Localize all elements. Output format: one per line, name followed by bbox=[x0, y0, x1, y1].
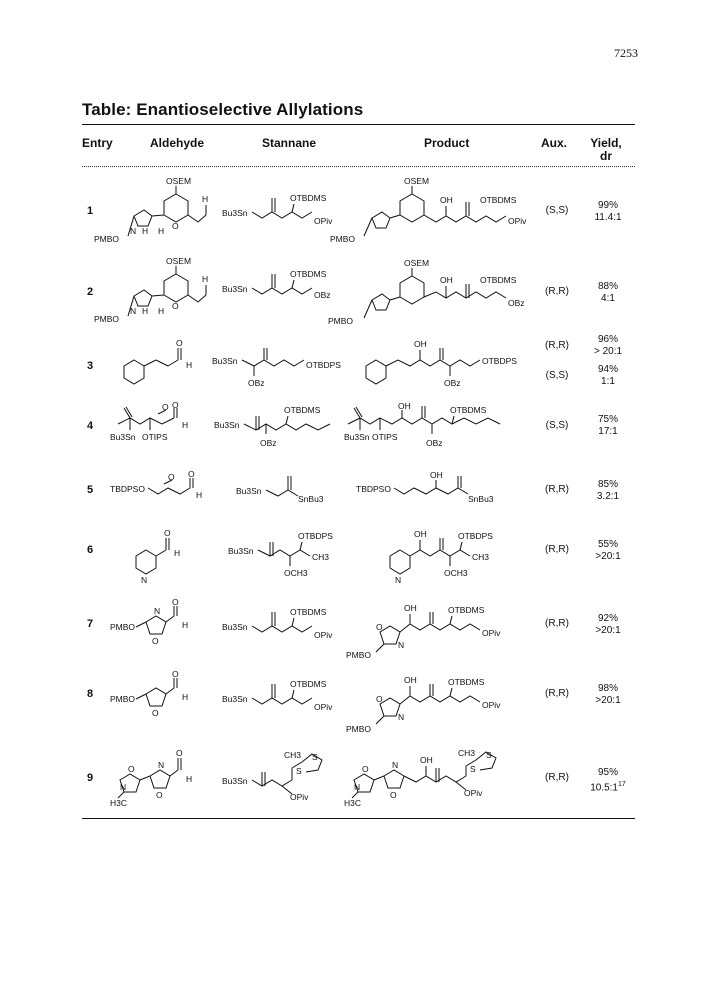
product-structure bbox=[346, 672, 536, 736]
struct-label: O bbox=[172, 669, 179, 679]
struct-label: H bbox=[182, 620, 189, 630]
struct-label: SnBu3 bbox=[468, 494, 494, 504]
header-yield-line2: dr bbox=[600, 149, 612, 163]
struct-label: Bu3Sn bbox=[222, 694, 248, 704]
struct-label: O bbox=[376, 694, 383, 704]
struct-label: H bbox=[196, 490, 203, 500]
header-aldehyde: Aldehyde bbox=[150, 136, 205, 150]
struct-label: H bbox=[158, 306, 165, 316]
table-row bbox=[0, 669, 720, 736]
stannane-structure bbox=[222, 672, 342, 732]
aldehyde-structure bbox=[130, 528, 200, 584]
entry-number: 4 bbox=[87, 420, 94, 432]
struct-label: OH bbox=[440, 275, 453, 285]
yield-cell bbox=[580, 613, 636, 637]
dr-value: 4:1 bbox=[601, 293, 615, 304]
yield-value: 99% bbox=[597, 200, 618, 211]
struct-label: OSEM bbox=[166, 176, 192, 186]
struct-label: OH bbox=[420, 755, 433, 765]
struct-label: OTBDMS bbox=[290, 193, 327, 203]
struct-label: OTBDMS bbox=[448, 605, 485, 615]
struct-label: Bu3Sn bbox=[222, 208, 248, 218]
struct-label: H bbox=[202, 194, 209, 204]
table-row bbox=[0, 597, 720, 662]
table-row bbox=[0, 744, 720, 810]
struct-label: OTBDPS bbox=[306, 360, 341, 370]
struct-label: OSEM bbox=[404, 258, 430, 268]
auxiliary: (S,S) bbox=[545, 205, 569, 216]
table-row bbox=[0, 528, 720, 584]
struct-label: Bu3Sn bbox=[344, 432, 370, 442]
entry-number: 2 bbox=[87, 286, 94, 298]
struct-label: OBz bbox=[314, 290, 331, 300]
entry-number: 9 bbox=[87, 772, 94, 784]
struct-label: OPiv bbox=[508, 216, 527, 226]
struct-label: OTBDMS bbox=[450, 405, 487, 415]
table-top-rule bbox=[82, 124, 635, 125]
table-row bbox=[0, 336, 720, 398]
struct-label: TBDPSO bbox=[356, 484, 391, 494]
entry-number: 3 bbox=[87, 360, 94, 372]
struct-label: OPiv bbox=[482, 700, 501, 710]
dr-number: 10.5:1 bbox=[590, 782, 618, 794]
stannane-structure bbox=[222, 252, 342, 324]
struct-label: PMBO bbox=[94, 234, 120, 244]
entry-number: 7 bbox=[87, 618, 94, 630]
auxiliary: (R,R) bbox=[545, 772, 569, 783]
struct-label: N bbox=[398, 640, 405, 650]
struct-label: Bu3Sn bbox=[222, 776, 248, 786]
auxiliary: (R,R) bbox=[545, 544, 569, 555]
struct-label: Bu3Sn bbox=[212, 356, 238, 366]
dr-value: > 20:1 bbox=[593, 346, 623, 357]
struct-label: OTBDMS bbox=[284, 405, 321, 415]
footnote-ref: 17 bbox=[618, 781, 626, 788]
struct-label: TBDPSO bbox=[110, 484, 145, 494]
entry-number: 6 bbox=[87, 544, 94, 556]
struct-label: Bu3Sn bbox=[236, 486, 262, 496]
struct-label: OTBDMS bbox=[480, 275, 517, 285]
struct-label: OTBDPS bbox=[298, 531, 333, 541]
struct-label: OPiv bbox=[314, 702, 333, 712]
struct-label: N bbox=[120, 782, 127, 792]
stannane-structure bbox=[236, 470, 346, 510]
struct-label: H bbox=[182, 692, 189, 702]
struct-label: O bbox=[172, 597, 179, 607]
auxiliary: (R,R) bbox=[545, 688, 569, 699]
struct-label: H bbox=[142, 226, 149, 236]
struct-label: H3C bbox=[110, 798, 128, 808]
stannane-structure bbox=[228, 528, 338, 584]
struct-label: OH bbox=[404, 603, 417, 613]
auxiliary: (R,R) bbox=[545, 286, 569, 297]
yield-cell bbox=[580, 414, 636, 438]
table-row bbox=[0, 400, 720, 460]
struct-label: O bbox=[172, 400, 179, 410]
product-structure bbox=[384, 528, 514, 584]
struct-label: O bbox=[376, 622, 383, 632]
product-structure bbox=[328, 252, 536, 328]
struct-label: O bbox=[176, 748, 183, 758]
struct-label: S bbox=[486, 750, 492, 760]
header-yield-line1: Yield, bbox=[590, 136, 622, 150]
dr-value: >20:1 bbox=[595, 625, 621, 636]
header-entry: Entry bbox=[82, 136, 113, 150]
struct-label: H bbox=[186, 774, 193, 784]
auxiliary: (R,R) bbox=[545, 484, 569, 495]
struct-label: N bbox=[154, 606, 161, 616]
struct-label: CH3 bbox=[284, 750, 302, 760]
product-structure bbox=[344, 744, 536, 810]
struct-label: Bu3Sn bbox=[228, 546, 254, 556]
yield-value: 92% bbox=[597, 613, 618, 624]
header-yield bbox=[578, 137, 634, 163]
header-stannane: Stannane bbox=[262, 136, 317, 150]
struct-label: OPiv bbox=[482, 628, 501, 638]
struct-label: O bbox=[168, 472, 175, 482]
struct-label: H bbox=[186, 360, 193, 370]
yield-cell bbox=[580, 683, 636, 707]
struct-label: N bbox=[354, 782, 361, 792]
struct-label: H bbox=[202, 274, 209, 284]
struct-label: Bu3Sn bbox=[110, 432, 136, 442]
struct-label: OBz bbox=[508, 298, 525, 308]
struct-label: CH3 bbox=[472, 552, 490, 562]
struct-label: OBz bbox=[444, 378, 461, 388]
struct-label: N bbox=[158, 760, 165, 770]
aldehyde-structure bbox=[92, 172, 216, 244]
struct-label: PMBO bbox=[110, 622, 136, 632]
struct-label: OTBDMS bbox=[290, 679, 327, 689]
stannane-structure bbox=[214, 404, 344, 460]
yield-value: 55% bbox=[597, 539, 618, 550]
table-row bbox=[0, 172, 720, 244]
stannane-structure bbox=[222, 744, 342, 810]
struct-label: N bbox=[130, 306, 137, 316]
struct-label: OSEM bbox=[404, 176, 430, 186]
stannane-structure bbox=[212, 336, 342, 396]
struct-label: OBz bbox=[260, 438, 277, 448]
struct-label: O bbox=[156, 790, 163, 800]
product-structure bbox=[356, 470, 526, 510]
struct-label: OTBDMS bbox=[290, 269, 327, 279]
struct-label: S bbox=[470, 764, 476, 774]
struct-label: OTBDMS bbox=[448, 677, 485, 687]
aldehyde-structure bbox=[110, 470, 210, 510]
struct-label: OTBDMS bbox=[480, 195, 517, 205]
dr-value: >20:1 bbox=[595, 695, 621, 706]
struct-label: CH3 bbox=[312, 552, 330, 562]
struct-label: PMBO bbox=[346, 650, 372, 660]
aldehyde-structure bbox=[110, 669, 210, 732]
yield-value: 75% bbox=[597, 414, 618, 425]
struct-label: OH bbox=[398, 401, 411, 411]
struct-label: OTBDPS bbox=[458, 531, 493, 541]
header-aux: Aux. bbox=[541, 136, 568, 150]
struct-label: N bbox=[395, 575, 402, 585]
struct-label: H bbox=[182, 420, 189, 430]
auxiliary: (R,R) bbox=[545, 340, 569, 351]
struct-label: OSEM bbox=[166, 256, 192, 266]
struct-label: CH3 bbox=[458, 748, 476, 758]
table-row bbox=[0, 252, 720, 328]
dr-value: 3.2:1 bbox=[596, 491, 620, 502]
struct-label: OCH3 bbox=[444, 568, 468, 578]
struct-label: Bu3Sn bbox=[222, 284, 248, 294]
yield-value: 96% bbox=[597, 334, 618, 345]
struct-label: OCH3 bbox=[284, 568, 308, 578]
yield-cell bbox=[580, 767, 636, 794]
struct-label: O bbox=[128, 764, 135, 774]
table-row bbox=[0, 470, 720, 510]
struct-label: OPiv bbox=[314, 630, 333, 640]
dr-value: 17:1 bbox=[598, 426, 618, 437]
struct-label: OTBDPS bbox=[482, 356, 517, 366]
aldehyde-structure bbox=[110, 597, 210, 660]
dr-value: 11.4:1 bbox=[594, 212, 622, 223]
aldehyde-structure bbox=[110, 400, 216, 460]
struct-label: OH bbox=[414, 529, 427, 539]
stannane-structure bbox=[222, 172, 342, 244]
product-structure bbox=[346, 600, 536, 662]
struct-label: S bbox=[312, 752, 318, 762]
struct-label: N bbox=[130, 226, 137, 236]
struct-label: OPiv bbox=[314, 216, 333, 226]
struct-label: Bu3Sn bbox=[214, 420, 240, 430]
yield-value: 98% bbox=[597, 683, 618, 694]
product-structure bbox=[360, 336, 540, 396]
aldehyde-structure bbox=[110, 744, 214, 810]
struct-label: H bbox=[158, 226, 165, 236]
struct-label: O bbox=[390, 790, 397, 800]
struct-label: OTBDMS bbox=[290, 607, 327, 617]
aldehyde-structure bbox=[92, 252, 216, 324]
header-product: Product bbox=[424, 136, 470, 150]
yield-cell bbox=[580, 200, 636, 224]
struct-label: O bbox=[152, 636, 159, 646]
table-bottom-rule bbox=[82, 818, 635, 819]
struct-label: O bbox=[162, 402, 169, 412]
aldehyde-structure bbox=[118, 336, 208, 396]
struct-label: H bbox=[174, 548, 181, 558]
struct-label: OH bbox=[404, 675, 417, 685]
product-structure bbox=[328, 172, 536, 244]
struct-label: O bbox=[188, 469, 195, 479]
struct-label: OBz bbox=[426, 438, 443, 448]
struct-label: O bbox=[362, 764, 369, 774]
struct-label: O bbox=[172, 221, 179, 231]
struct-label: OBz bbox=[248, 378, 265, 388]
yield-value: 88% bbox=[597, 281, 618, 292]
dr-value: >20:1 bbox=[595, 551, 621, 562]
struct-label: S bbox=[296, 766, 302, 776]
struct-label: OH bbox=[414, 339, 427, 349]
auxiliary: (S,S) bbox=[545, 420, 569, 431]
struct-label: PMBO bbox=[94, 314, 120, 324]
auxiliary: (R,R) bbox=[545, 618, 569, 629]
struct-label: OH bbox=[430, 470, 443, 480]
struct-label: SnBu3 bbox=[298, 494, 324, 504]
struct-label: O bbox=[152, 708, 159, 718]
yield-cell bbox=[580, 539, 636, 563]
struct-label: Bu3Sn bbox=[222, 622, 248, 632]
struct-label: PMBO bbox=[346, 724, 372, 734]
dr-value bbox=[580, 779, 636, 794]
yield-value: 85% bbox=[597, 479, 618, 490]
struct-label: OPiv bbox=[290, 792, 309, 802]
struct-label: OTIPS bbox=[372, 432, 398, 442]
yield-cell bbox=[580, 334, 636, 358]
struct-label: O bbox=[176, 338, 183, 348]
entry-number: 8 bbox=[87, 688, 94, 700]
struct-label: PMBO bbox=[328, 316, 354, 326]
stannane-structure bbox=[222, 600, 342, 660]
entry-number: 1 bbox=[87, 205, 94, 217]
struct-label: O bbox=[172, 301, 179, 311]
struct-label: H3C bbox=[344, 798, 362, 808]
struct-label: PMBO bbox=[330, 234, 356, 244]
yield-cell bbox=[580, 479, 636, 503]
struct-label: PMBO bbox=[110, 694, 136, 704]
struct-label: N bbox=[141, 575, 148, 585]
entry-number: 5 bbox=[87, 484, 94, 496]
struct-label: N bbox=[398, 712, 405, 722]
yield-cell-secondary bbox=[580, 364, 636, 388]
product-structure bbox=[344, 401, 524, 460]
struct-label: N bbox=[392, 760, 399, 770]
struct-label: OH bbox=[440, 195, 453, 205]
yield-value: 95% bbox=[597, 767, 618, 778]
dr-value: 1:1 bbox=[601, 376, 615, 387]
struct-label: H bbox=[142, 306, 149, 316]
page-number: 7253 bbox=[614, 46, 638, 60]
table-title: Table: Enantioselective Allylations bbox=[82, 100, 364, 119]
yield-value: 94% bbox=[597, 364, 618, 375]
struct-label: OPiv bbox=[464, 788, 483, 798]
yield-cell bbox=[580, 281, 636, 305]
auxiliary-secondary: (S,S) bbox=[545, 370, 569, 381]
struct-label: O bbox=[164, 528, 171, 538]
struct-label: OTIPS bbox=[142, 432, 168, 442]
table-header-rule bbox=[82, 166, 635, 167]
